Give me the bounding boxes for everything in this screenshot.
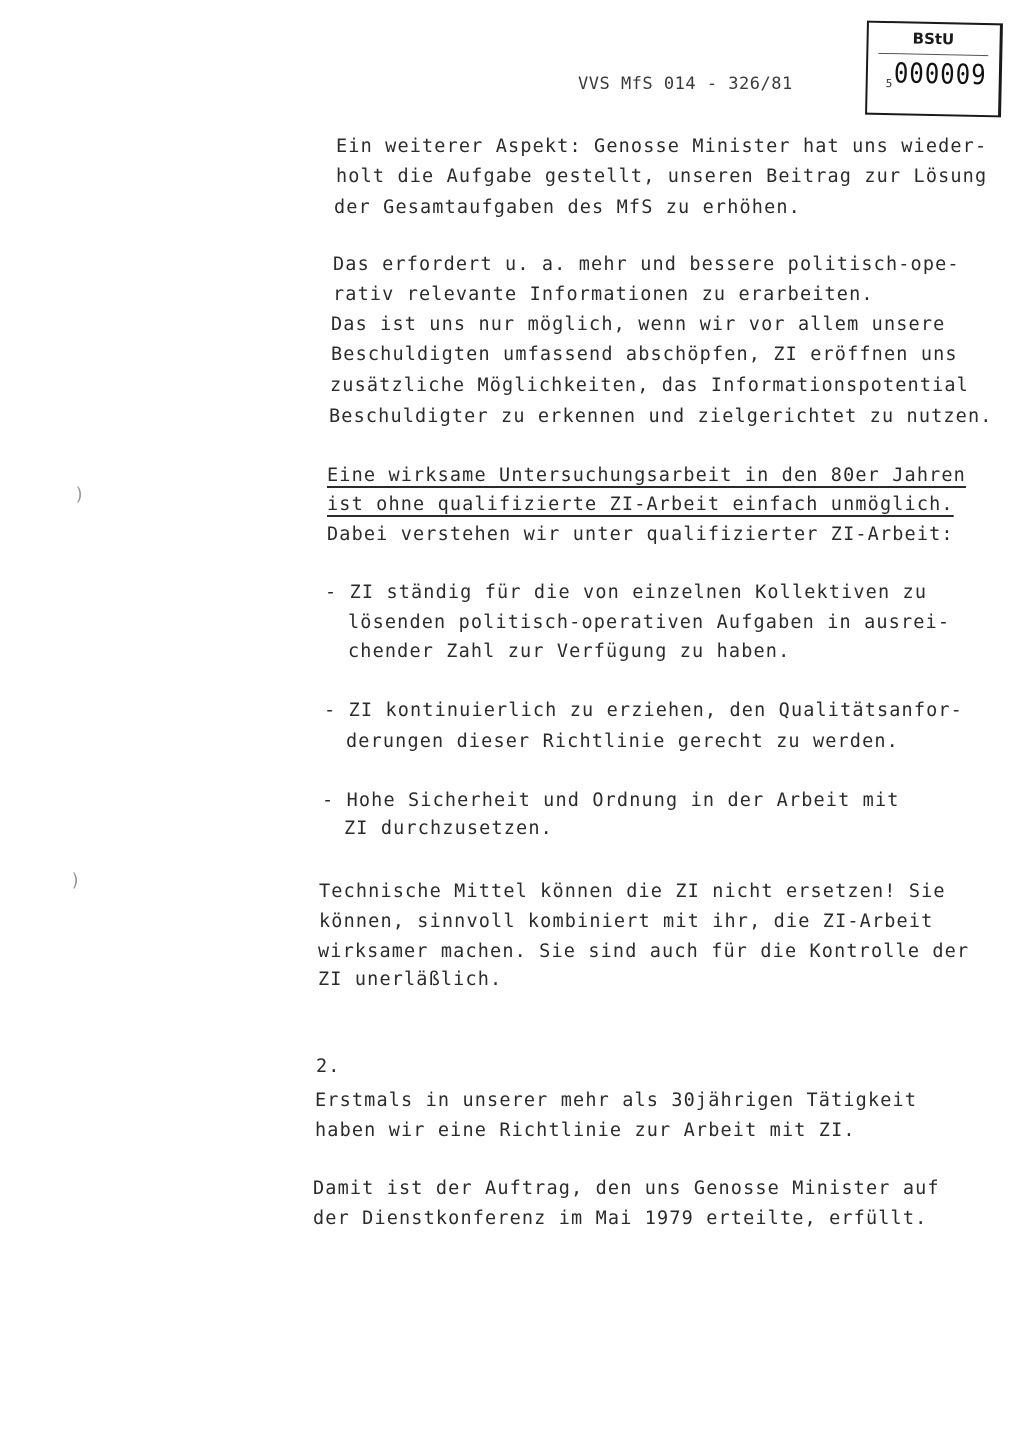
document-reference: VVS MfS 014 - 326/81 [578, 74, 793, 94]
bullet-item-line: lösenden politisch-operativen Aufgaben in ausrei- [348, 612, 951, 633]
scan-artifact: ) [70, 870, 81, 891]
bullet-item-line: derungen dieser Richtlinie gerecht zu werden. [346, 731, 899, 752]
stamp-divider [878, 53, 988, 56]
paragraph-2-line: Das erfordert u. a. mehr und bessere politisch-ope- [333, 254, 960, 275]
paragraph-6-line: der Dienstkonferenz im Mai 1979 erteilte, erfüllt. [313, 1208, 928, 1229]
bullet-item-line: ZI durchzusetzen. [344, 818, 553, 839]
archive-stamp [865, 21, 1003, 118]
paragraph-2-line: Beschuldigten umfassend abschöpfen, ZI eröffnen uns [331, 344, 958, 365]
paragraph-5-line: haben wir eine Richtlinie zur Arbeit mit ZI. [315, 1120, 856, 1141]
scan-artifact: ) [74, 484, 85, 505]
paragraph-5-line: Erstmals in unserer mehr als 30jährigen Tätigkeit [315, 1090, 918, 1111]
paragraph-6-line: Damit ist der Auftrag, den uns Genosse Minister auf [313, 1178, 940, 1199]
bullet-item-line: - ZI ständig für die von einzelnen Kollektiven zu [325, 582, 928, 603]
paragraph-1-line: Ein weiterer Aspekt: Genosse Minister hat uns wieder- [336, 136, 988, 157]
bullet-item-line: chender Zahl zur Verfügung zu haben. [348, 641, 791, 662]
emphasis-line: ist ohne qualifizierte ZI-Arbeit einfach unmöglich. [327, 494, 954, 515]
stamp-label: BStU [912, 29, 955, 49]
paragraph-1-line: der Gesamtaufgaben des MfS zu erhöhen. [334, 197, 801, 218]
paragraph-2-line: rativ relevante Informationen zu erarbeiten. [333, 284, 874, 305]
paragraph-3-line: Dabei verstehen wir unter qualifizierter ZI-Arbeit: [327, 524, 954, 545]
emphasis-line: Eine wirksame Untersuchungsarbeit in den 80er Jahren [327, 465, 966, 486]
paragraph-2-line: Das ist uns nur möglich, wenn wir vor allem unsere [331, 314, 946, 335]
paragraph-2-line: zusätzliche Möglichkeiten, das Informationspotential [330, 375, 969, 396]
stamp-page-number: 5 [885, 76, 893, 91]
paragraph-1-line: holt die Aufgabe gestellt, unseren Beitrag zur Lösung [336, 166, 988, 187]
paragraph-4-line: wirksamer machen. Sie sind auch für die Kontrolle der [318, 941, 970, 962]
bullet-item-line: - Hohe Sicherheit und Ordnung in der Arbeit mit [322, 790, 900, 811]
paragraph-4-line: können, sinnvoll kombiniert mit ihr, die ZI-Arbeit [319, 911, 934, 932]
bullet-item-line: - ZI kontinuierlich zu erziehen, den Qualitätsanfor- [324, 700, 963, 721]
section-number: 2. [316, 1056, 341, 1077]
paragraph-2-line: Beschuldigter zu erkennen und zielgerichtet zu nutzen. [329, 406, 993, 427]
stamp-number: 000009 [893, 57, 987, 92]
paragraph-4-line: Technische Mittel können die ZI nicht ersetzen! Sie [319, 881, 946, 902]
paragraph-4-line: ZI unerläßlich. [318, 969, 503, 990]
